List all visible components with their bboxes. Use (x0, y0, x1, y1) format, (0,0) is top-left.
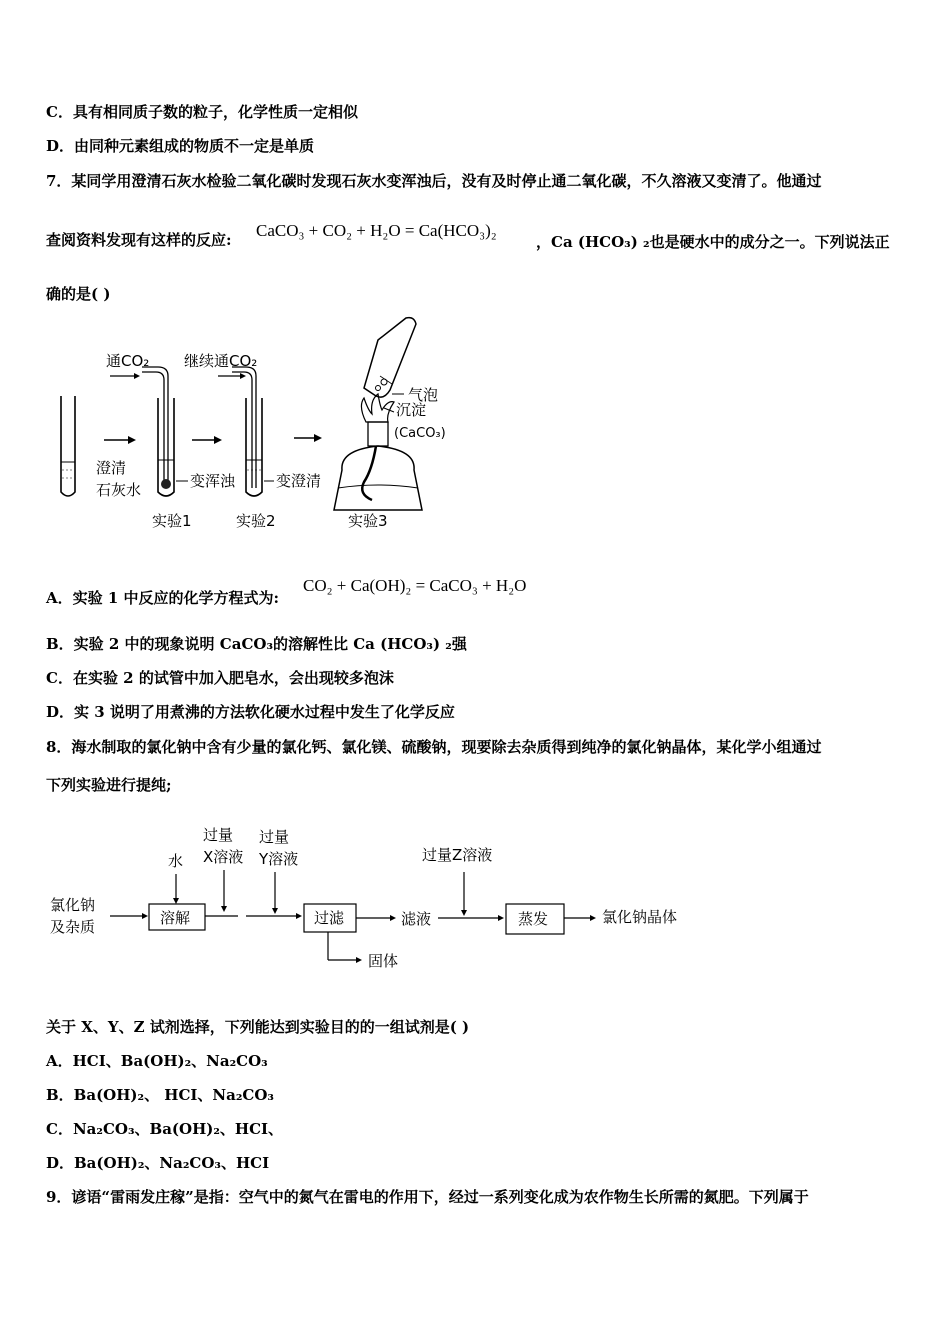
flow-arrow-to-filter (246, 913, 302, 919)
flow-y-1: 过量 (259, 828, 290, 846)
q7-stem-line3: 确的是( ) (46, 285, 111, 303)
arrow-1 (104, 436, 136, 444)
flow-solid: 固体 (368, 952, 399, 970)
q8-option-d: D．Ba(OH)₂、Na₂CO₃、HCI (46, 1154, 270, 1172)
arrow-3 (294, 434, 322, 442)
label-clear-again: 变澄清 (276, 472, 322, 490)
flow-dissolve: 溶解 (160, 909, 191, 927)
flow-x-1: 过量 (203, 826, 234, 844)
label-exp3: 实验3 (348, 512, 388, 530)
label-exp2: 实验2 (236, 512, 276, 530)
q7-option-a-equation: CO₂ + Ca(OH)₂ = CaCO₃ + H₂O (303, 576, 527, 595)
arrow-label-co2: 通CO₂ (106, 352, 150, 370)
flow-x-2: X溶液 (203, 848, 244, 866)
flow-arrow-filtrate (356, 915, 396, 921)
flow-arrow-output (564, 915, 596, 921)
arrow-co2-in (110, 373, 140, 379)
q7-option-d: D．实 3 说明了用煮沸的方法软化硬水过程中发生了化学反应 (46, 703, 455, 721)
q8-stem-line1: 8．海水制取的氯化钠中含有少量的氯化钙、氯化镁、硫酸钠，现要除去杂质得到纯净的氯化钠晶体，某化学小组通过 (46, 738, 822, 756)
label-caco3: (CaCO₃) (394, 426, 446, 441)
flow-filter: 过滤 (314, 909, 345, 927)
q8-flow-chart (46, 818, 706, 978)
q7-stem-line1: 7．某同学用澄清石灰水检验二氧化碳时发现石灰水变浑浊后，没有及时停止通二氧化碳，不久溶液又变清了。他通过 (46, 172, 822, 190)
q8-option-a: A．HCI、Ba(OH)₂、Na₂CO₃ (46, 1052, 268, 1070)
label-exp1: 实验1 (152, 512, 192, 530)
label-precipitate: 沉淀 (396, 401, 427, 419)
arrow-label-co2-continue: 继续通CO₂ (184, 352, 258, 370)
flow-arrow-x (221, 870, 227, 912)
label-clear-1: 澄清 (96, 459, 127, 477)
q7-option-c: C．在实验 2 的试管中加入肥皂水，会出现较多泡沫 (46, 669, 394, 687)
q6-option-c: C．具有相同质子数的粒子，化学性质一定相似 (46, 103, 358, 121)
flow-arrow-solid (328, 932, 362, 963)
test-tube-exp2 (232, 367, 262, 496)
label-turbid: 变浑浊 (190, 472, 236, 490)
flow-arrow-input (110, 913, 148, 919)
q9-stem-line1: 9．谚语“雷雨发庄稼”是指：空气中的氮气在雷电的作用下，经过一系列变化成为农作物生长所需的氮肥。下列属于 (46, 1188, 809, 1206)
flow-arrow-z (461, 872, 467, 916)
test-tube-exp1 (142, 367, 174, 496)
q7-option-a-prefix: A．实验 1 中反应的化学方程式为: (46, 589, 280, 607)
q8-question: 关于 X、Y、Z 试剂选择，下列能达到实验目的的一组试剂是( ) (46, 1018, 470, 1036)
arrow-co2-continue (218, 373, 246, 379)
q7-stem-line2 (46, 230, 232, 250)
q7-experiment-figure (46, 310, 476, 540)
flow-arrow-water (173, 874, 179, 904)
q7-equation: CaCO₃ + CO₂ + H₂O = Ca(HCO₃)₂ (256, 221, 497, 240)
test-tube-limewater (61, 396, 75, 496)
q8-stem-line2: 下列实验进行提纯; (46, 776, 172, 794)
flow-arrow-to-evaporate (438, 915, 504, 921)
arrow-2 (192, 436, 222, 444)
flow-evaporate: 蒸发 (518, 910, 549, 928)
flow-arrow-y (272, 872, 278, 914)
label-clear-2: 石灰水 (96, 481, 142, 499)
flow-y-2: Y溶液 (259, 850, 299, 868)
flow-filtrate: 滤液 (401, 910, 432, 928)
flow-water: 水 (168, 852, 184, 870)
q7-stem-prefix: 查阅资料发现有这样的反应: (46, 231, 232, 249)
q8-option-c: C．Na₂CO₃、Ba(OH)₂、HCI、 (46, 1120, 284, 1138)
flow-input-1: 氯化钠 (50, 896, 96, 914)
flow-z: 过量Z溶液 (422, 846, 493, 864)
flow-input-2: 及杂质 (50, 918, 96, 936)
q7-stem-suffix: ，Ca (HCO₃) ₂也是硬水中的成分之一。下列说法正 (536, 233, 890, 251)
flow-output: 氯化钠晶体 (602, 908, 678, 926)
label-bubble: 气泡 (408, 386, 439, 404)
flame-icon (361, 394, 394, 422)
q7-option-b: B．实验 2 中的现象说明 CaCO₃的溶解性比 Ca (HCO₃) ₂强 (46, 635, 467, 653)
q6-option-d: D．由同种元素组成的物质不一定是单质 (46, 137, 315, 155)
q8-option-b: B．Ba(OH)₂、 HCI、Na₂CO₃ (46, 1086, 275, 1104)
